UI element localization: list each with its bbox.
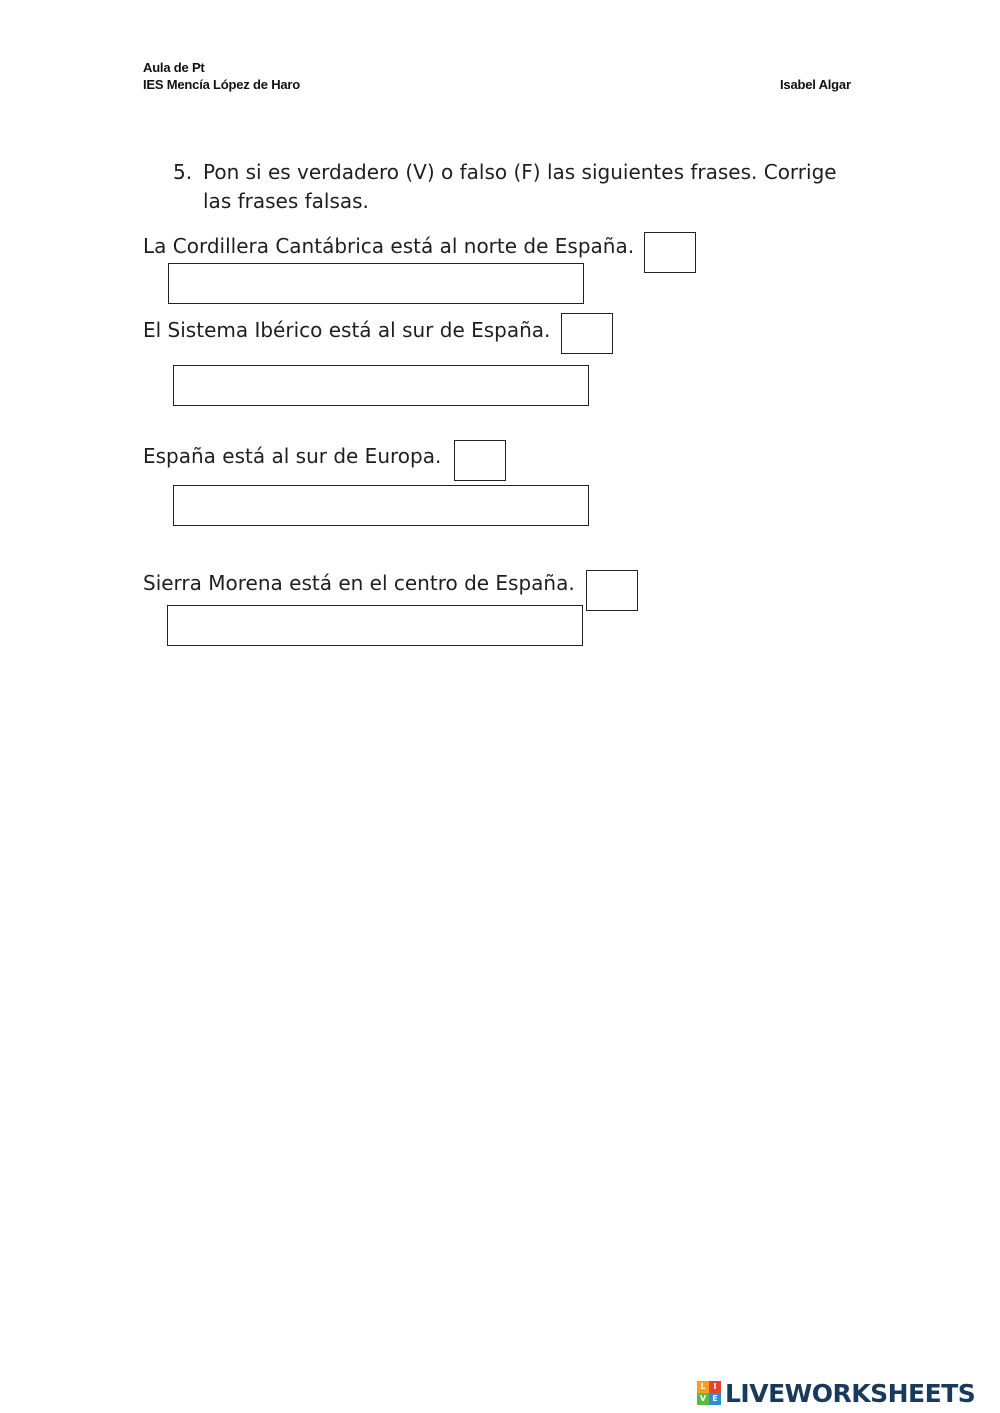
liveworksheets-badge-icon — [697, 1381, 721, 1405]
true-false-box-4[interactable] — [586, 570, 638, 611]
correction-field-2[interactable] — [173, 365, 589, 406]
header-school-line-1: Aula de Pt — [143, 60, 205, 75]
correction-field-4[interactable] — [167, 605, 583, 646]
statement-4: Sierra Morena está en el centro de España. — [143, 571, 575, 595]
correction-field-3[interactable] — [173, 485, 589, 526]
exercise-instruction-text: Pon si es verdadero (V) o falso (F) las siguientes frases. Corrige las frases falsas. — [203, 160, 837, 213]
badge-letter-v: V — [697, 1393, 709, 1405]
correction-field-1[interactable] — [168, 263, 584, 304]
true-false-box-1[interactable] — [644, 232, 696, 273]
exercise-instruction — [173, 158, 853, 216]
liveworksheets-wordmark: LIVEWORKSHEETS — [725, 1378, 976, 1408]
liveworksheets-logo — [697, 1378, 975, 1408]
statement-3: España está al sur de Europa. — [143, 444, 442, 468]
exercise-number: 5. — [173, 160, 193, 184]
true-false-box-2[interactable] — [561, 313, 613, 354]
true-false-box-3[interactable] — [454, 440, 506, 481]
badge-letter-l: L — [697, 1381, 709, 1393]
statement-2: El Sistema Ibérico está al sur de España. — [143, 318, 551, 342]
badge-letter-e: E — [709, 1393, 721, 1405]
statement-1: La Cordillera Cantábrica está al norte de España. — [143, 234, 635, 258]
header-author: Isabel Algar — [780, 77, 851, 92]
badge-letter-i: I — [709, 1381, 721, 1393]
header-school-line-2: IES Mencía López de Haro — [143, 77, 301, 92]
